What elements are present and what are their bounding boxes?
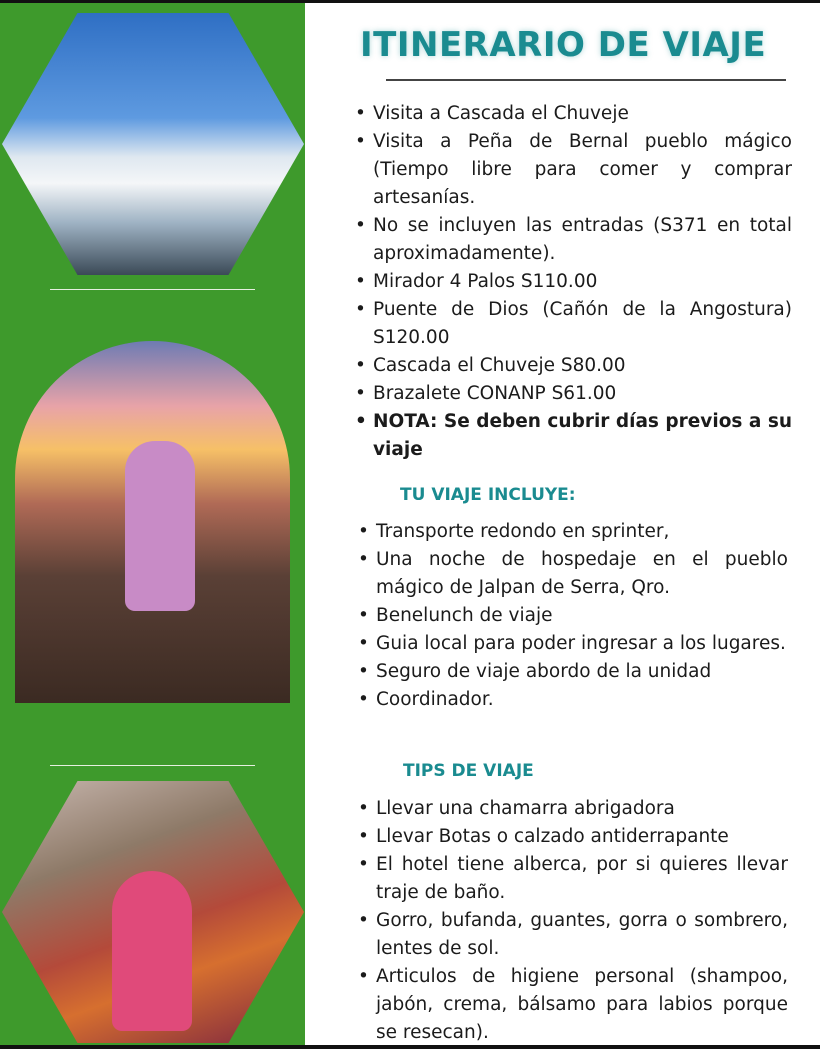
photo-mirador-clouds [2, 13, 304, 275]
list-item: • Visita a Peña de Bernal pueblo mágico (Tiempo libre para comer y comprar artesanías. [355, 128, 792, 212]
title-rule [386, 79, 786, 81]
tips-heading: TIPS DE VIAJE [403, 761, 534, 781]
list-item: • Llevar una chamarra abrigadora [358, 795, 788, 823]
page-title: ITINERARIO DE VIAJE [360, 25, 767, 65]
list-item: • El hotel tiene alberca, por si quieres llevar traje de baño. [358, 851, 788, 907]
list-item: • Puente de Dios (Cañón de la Angostura) S120.00 [355, 296, 792, 352]
doll-figure [112, 871, 192, 1031]
list-item: • Una noche de hospedaje en el pueblo mágico de Jalpan de Serra, Qro. [358, 546, 788, 602]
list-item: • Gorro, bufanda, guantes, gorra o sombrero, lentes de sol. [358, 907, 788, 963]
list-item: • Visita a Cascada el Chuveje [355, 100, 792, 128]
includes-heading: TU VIAJE INCLUYE: [400, 485, 576, 505]
includes-list [358, 518, 788, 714]
list-item: • No se incluyen las entradas (S371 en total aproximadamente). [355, 212, 792, 268]
photo-mountain-sunset [15, 341, 290, 703]
bottom-border [0, 1045, 820, 1049]
list-item: • Seguro de viaje abordo de la unidad [358, 658, 788, 686]
photo-panel [0, 3, 305, 1045]
tips-list [358, 795, 788, 1047]
photo-pena-de-bernal-doll [2, 781, 304, 1043]
list-item: • Llevar Botas o calzado antiderrapante [358, 823, 788, 851]
person-figure [125, 441, 195, 611]
list-item: • Articulos de higiene personal (shampoo, jabón, crema, bálsamo para labios porque se resecan). [358, 963, 788, 1047]
list-item: • Coordinador. [358, 686, 788, 714]
list-item: • Mirador 4 Palos S110.00 [355, 268, 792, 296]
list-item: • Guia local para poder ingresar a los lugares. [358, 630, 788, 658]
list-item: • Brazalete CONANP S61.00 [355, 380, 792, 408]
divider [50, 765, 255, 766]
list-item: • Cascada el Chuveje S80.00 [355, 352, 792, 380]
itinerary-list [355, 100, 792, 464]
list-item: • Benelunch de viaje [358, 602, 788, 630]
note-item: • NOTA: Se deben cubrir días previos a su viaje [355, 408, 792, 464]
divider [50, 289, 255, 290]
list-item: • Transporte redondo en sprinter, [358, 518, 788, 546]
content-panel [305, 3, 820, 1045]
